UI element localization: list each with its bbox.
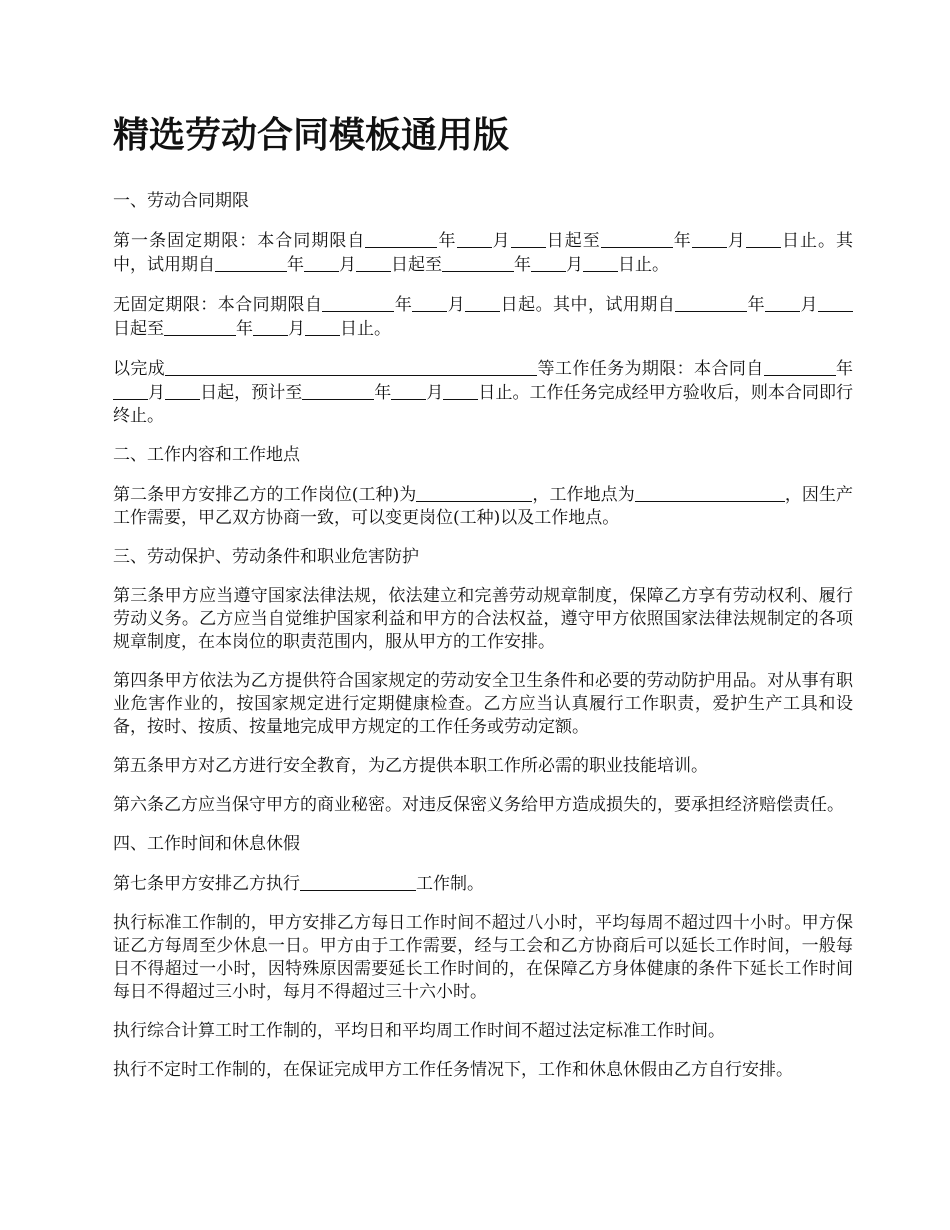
blank-field[interactable]: [416, 483, 532, 502]
blank-field[interactable]: [165, 381, 200, 400]
text-fragment: 年: [394, 295, 413, 315]
blank-field[interactable]: [675, 293, 747, 312]
blank-field[interactable]: [465, 293, 500, 312]
text-fragment: 年: [514, 255, 531, 275]
text-fragment: 日止。: [618, 255, 669, 275]
blank-field[interactable]: [442, 253, 514, 272]
blank-field[interactable]: [164, 317, 236, 336]
blank-field[interactable]: [412, 293, 447, 312]
text-fragment: 第一条固定期限：本合同期限自: [113, 231, 366, 251]
text-fragment: 月: [288, 319, 305, 339]
blank-field[interactable]: [113, 381, 148, 400]
blank-field[interactable]: [300, 872, 416, 891]
clause-2-position: [113, 483, 853, 530]
text-fragment: 无固定期限：本合同期限自: [113, 295, 323, 315]
text-fragment: 月: [491, 231, 511, 251]
document-page: [113, 110, 853, 1098]
blank-field[interactable]: [531, 253, 566, 272]
paragraph-comprehensive-hours: 执行综合计算工时工作制的，平均日和平均周工作时间不超过法定标准工作时间。: [113, 1021, 725, 1041]
document-title: 精选劳动合同模板通用版: [113, 115, 510, 156]
section-heading-work: 二、工作内容和工作地点: [113, 445, 300, 465]
blank-field[interactable]: [165, 357, 537, 376]
text-fragment: 第二条甲方安排乙方的工作岗位(工种)为: [113, 485, 417, 505]
blank-field[interactable]: [511, 229, 546, 248]
text-fragment: 月: [148, 383, 166, 403]
text-fragment: ，工作地点为: [532, 485, 635, 505]
section-heading-protection: 三、劳动保护、劳动条件和职业危害防护: [113, 547, 419, 567]
clause-4: 第四条甲方依法为乙方提供符合国家规定的劳动安全卫生条件和必要的劳动防护用品。对从事有职业危害作业的，按国家规定进行定期健康检查。乙方应当认真履行工作职责，爱护生产工具和设备，按时、按质、按量地完成甲方规定的工作任务或劳动定额。: [113, 671, 853, 737]
text-fragment: 日止。工作任务完成经甲方验收后，则本合同即行终止。: [113, 383, 854, 426]
text-fragment: 年: [437, 231, 457, 251]
blank-field[interactable]: [692, 229, 727, 248]
paragraph-standard-hours: 执行标准工作制的，甲方安排乙方每日工作时间不超过八小时，平均每周不超过四十小时。甲方保证乙方每周至少休息一日。甲方由于工作需要，经与工会和乙方协商后可以延长工作时间，一般每日不得超过一小时，因特殊原因需要延长工作时间的，在保障乙方身体健康的条件下延长工作时间每日不得超过三小时，每月不得超过三十六小时。: [113, 913, 853, 1002]
text-fragment: ，因生产工作需要，甲乙双方协商一致，可以变更岗位(工种)以及工作地点。: [113, 485, 854, 528]
blank-field[interactable]: [457, 229, 492, 248]
text-fragment: 年: [236, 319, 253, 339]
text-fragment: 日止。: [340, 319, 391, 339]
blank-field[interactable]: [253, 317, 288, 336]
blank-field[interactable]: [635, 483, 785, 502]
text-fragment: 年: [747, 295, 766, 315]
text-fragment: 日起至: [545, 231, 601, 251]
clause-1-open-term: [113, 293, 853, 341]
text-fragment: 第七条甲方安排乙方执行: [113, 874, 300, 894]
blank-field[interactable]: [443, 381, 478, 400]
blank-field[interactable]: [583, 253, 618, 272]
text-fragment: 月: [339, 255, 356, 275]
blank-field[interactable]: [304, 253, 339, 272]
text-fragment: 日起至: [391, 255, 442, 275]
blank-field[interactable]: [322, 293, 394, 312]
blank-field[interactable]: [764, 357, 836, 376]
text-fragment: 月: [800, 295, 819, 315]
text-fragment: 日起，预计至: [200, 383, 303, 403]
clause-1-fixed-term: [113, 229, 853, 277]
clause-1-task-term: [113, 357, 853, 428]
text-fragment: 年: [835, 359, 854, 379]
blank-field[interactable]: [391, 381, 426, 400]
clause-7: [113, 872, 853, 896]
text-fragment: 工作制。: [416, 874, 484, 894]
section-heading-hours: 四、工作时间和休息休假: [113, 834, 300, 854]
text-fragment: 年: [672, 231, 692, 251]
blank-field[interactable]: [818, 293, 853, 312]
clause-3: 第三条甲方应当遵守国家法律法规，依法建立和完善劳动规章制度，保障乙方享有劳动权利、履行劳动义务。乙方应当自觉维护国家利益和甲方的合法权益，遵守甲方依照国家法律法规制定的各项规章制度，在本岗位的职责范围内，服从甲方的工作安排。: [113, 586, 853, 652]
text-fragment: 等工作任务为期限：本合同自: [537, 359, 764, 379]
text-fragment: 月: [426, 383, 444, 403]
text-fragment: 以完成: [113, 359, 166, 379]
blank-field[interactable]: [765, 293, 800, 312]
clause-5: 第五条甲方对乙方进行安全教育，为乙方提供本职工作所必需的职业技能培训。: [113, 756, 708, 776]
blank-field[interactable]: [746, 229, 781, 248]
text-fragment: 日起。其中，试用期自: [500, 295, 676, 315]
text-fragment: 日起至: [113, 319, 164, 339]
section-heading-term: 一、劳动合同期限: [113, 191, 249, 211]
paragraph-flexible-hours: 执行不定时工作制的，在保证完成甲方工作任务情况下，工作和休息休假由乙方自行安排。: [113, 1060, 793, 1080]
blank-field[interactable]: [601, 229, 673, 248]
text-fragment: 月: [447, 295, 466, 315]
blank-field[interactable]: [365, 229, 437, 248]
clause-6: 第六条乙方应当保守甲方的商业秘密。对违反保密义务给甲方造成损失的，要承担经济赔偿责任。: [113, 795, 844, 815]
blank-field[interactable]: [356, 253, 391, 272]
text-fragment: 日止。其中，试用期自: [113, 231, 854, 275]
text-fragment: 年: [287, 255, 304, 275]
blank-field[interactable]: [302, 381, 374, 400]
text-fragment: 月: [566, 255, 583, 275]
text-fragment: 年: [374, 383, 392, 403]
blank-field[interactable]: [305, 317, 340, 336]
blank-field[interactable]: [215, 253, 287, 272]
text-fragment: 月: [726, 231, 746, 251]
